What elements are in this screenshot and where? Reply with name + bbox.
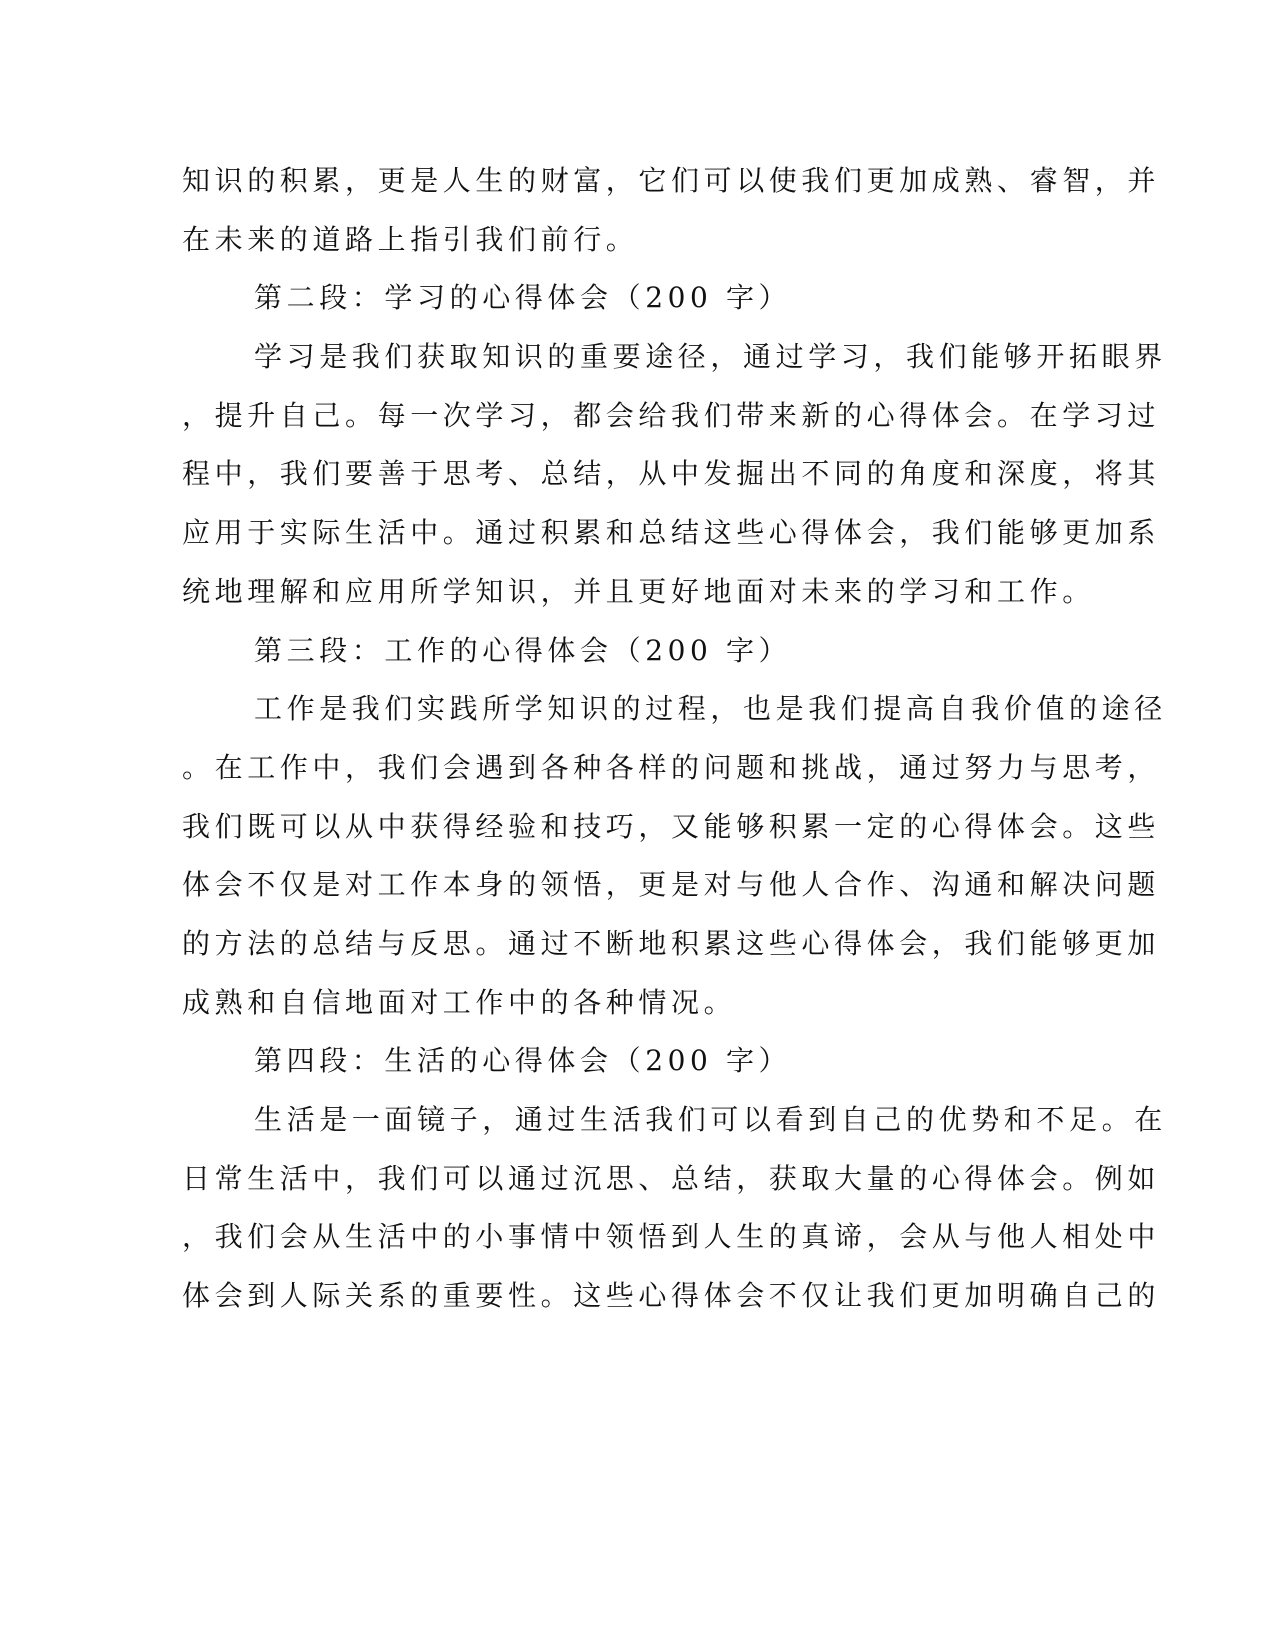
body-text	[182, 152, 1167, 1326]
paragraph-start-line: 第二段：学习的心得体会（200 字）	[254, 281, 792, 315]
text-line: 的方法的总结与反思。通过不断地积累这些心得体会，我们能够更加	[182, 926, 1161, 960]
text-line: ，提升自己。每一次学习，都会给我们带来新的心得体会。在学习过	[182, 398, 1161, 432]
text-line: 体会不仅是对工作本身的领悟，更是对与他人合作、沟通和解决问题	[182, 868, 1161, 902]
text-line: 成熟和自信地面对工作中的各种情况。	[182, 985, 737, 1019]
text-line: 在未来的道路上指引我们前行。	[182, 222, 639, 256]
paragraph-start-line: 工作是我们实践所学知识的过程，也是我们提高自我价值的途径	[254, 692, 1167, 726]
text-line: 统地理解和应用所学知识，并且更好地面对未来的学习和工作。	[182, 574, 1095, 608]
paragraph-start-line: 学习是我们获取知识的重要途径，通过学习，我们能够开拓眼界	[254, 340, 1167, 374]
text-line: 。在工作中，我们会遇到各种各样的问题和挑战，通过努力与思考，	[182, 750, 1161, 784]
paragraph-start-line: 第三段：工作的心得体会（200 字）	[254, 633, 792, 667]
text-line: 应用于实际生活中。通过积累和总结这些心得体会，我们能够更加系	[182, 516, 1161, 550]
paragraph-start-line: 第四段：生活的心得体会（200 字）	[254, 1044, 792, 1078]
text-line: 知识的积累，更是人生的财富，它们可以使我们更加成熟、睿智，并	[182, 164, 1161, 197]
text-line: 日常生活中，我们可以通过沉思、总结，获取大量的心得体会。例如	[182, 1161, 1161, 1195]
paragraph-start-line: 生活是一面镜子，通过生活我们可以看到自己的优势和不足。在	[254, 1103, 1167, 1136]
text-line: ，我们会从生活中的小事情中领悟到人生的真谛，会从与他人相处中	[182, 1220, 1161, 1254]
text-line: 程中，我们要善于思考、总结，从中发掘出不同的角度和深度，将其	[182, 457, 1161, 491]
text-line: 我们既可以从中获得经验和技巧，又能够积累一定的心得体会。这些	[182, 809, 1161, 843]
text-line: 体会到人际关系的重要性。这些心得体会不仅让我们更加明确自己的	[182, 1279, 1161, 1313]
